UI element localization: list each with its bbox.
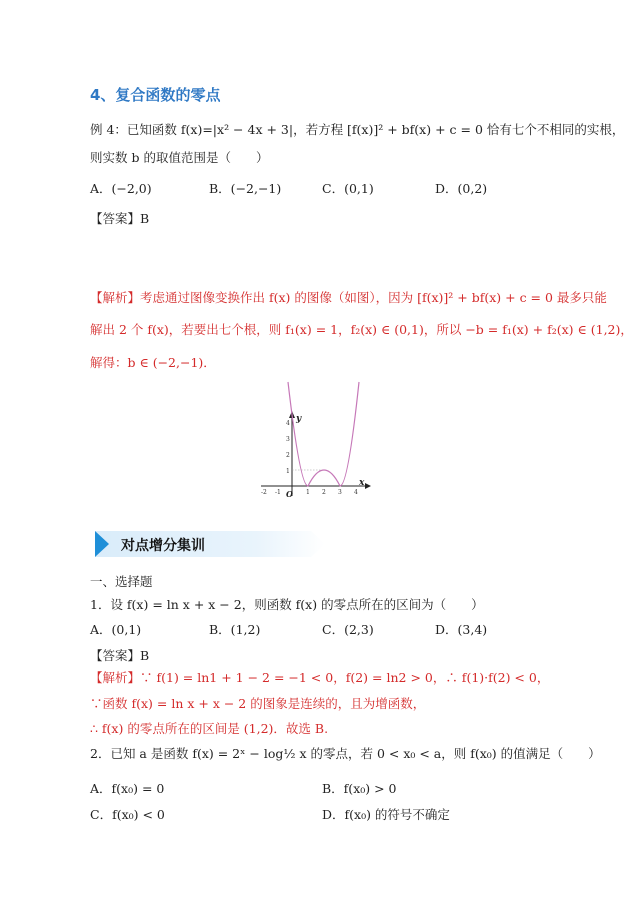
example4-analysis-line3: 解得：b ∈ (−2,−1)． — [90, 355, 216, 370]
question1-answer: 【答案】B — [90, 648, 150, 663]
example4-analysis-line1 — [90, 289, 607, 307]
x-axis-label: x — [359, 478, 365, 488]
y-axis-label: y — [296, 414, 302, 424]
y-tick-2: 2 — [286, 452, 290, 459]
y-tick-1: 1 — [286, 468, 290, 475]
question1-analysis-line1 — [90, 669, 549, 687]
banner-arrow-icon — [95, 531, 109, 557]
question2-option-a: A．f(x₀) = 0 — [90, 781, 165, 796]
question1-analysis-line3: ∴ f(x) 的零点所在的区间是 (1,2)．故选 B. — [90, 721, 329, 736]
example4-option-d: D．(0,2) — [435, 181, 488, 196]
question2-option-b: B．f(x₀) > 0 — [322, 781, 397, 796]
question-type-heading: 一、选择题 — [90, 574, 153, 589]
question2-stem: 2．已知 a 是函数 f(x) = 2ˣ − log½ x 的零点，若 0 < x₀ < a，则 f(x₀) 的值满足（ ） — [90, 746, 601, 761]
example4-answer: 【答案】B — [90, 211, 150, 226]
x-tick-1: 1 — [306, 489, 310, 496]
question1-option-c: C．(2,3) — [322, 622, 374, 637]
question1-option-d: D．(3,4) — [435, 622, 488, 637]
function-graph — [255, 378, 380, 500]
x-tick-neg1: -1 — [275, 489, 281, 496]
question1-stem: 1．设 f(x) = ln x + x − 2，则函数 f(x) 的零点所在的区间为（ ） — [90, 597, 484, 612]
graph-curve — [288, 382, 359, 486]
analysis-text: ∵ f(1) = ln1 + 1 − 2 = −1 < 0，f(2) = ln2 > 0，∴ f(1)·f(2) < 0， — [140, 670, 550, 685]
example4-option-b: B．(−2,−1) — [209, 181, 282, 196]
x-tick-4: 4 — [354, 489, 358, 496]
y-tick-3: 3 — [286, 436, 290, 443]
example4-stem-line1: 例 4：已知函数 f(x)=|x² − 4x + 3|，若方程 [f(x)]² + bf(x) + c = 0 恰有七个不相同的实根， — [90, 122, 625, 137]
x-tick-neg2: -2 — [261, 489, 267, 496]
section-banner — [95, 531, 325, 557]
banner-title: 对点增分集训 — [121, 538, 205, 554]
x-tick-3: 3 — [338, 489, 342, 496]
analysis-label: 【解析】 — [90, 670, 141, 685]
origin-label: O — [286, 489, 293, 499]
analysis-text: 考虑通过图像变换作出 f(x) 的图像（如图），因为 [f(x)]² + bf(x) + c = 0 最多只能 — [140, 290, 607, 305]
section-heading: 4、复合函数的零点 — [90, 86, 221, 104]
example4-option-a: A．(−2,0) — [90, 181, 152, 196]
question1-option-a: A．(0,1) — [90, 622, 142, 637]
question2-option-d: D．f(x₀) 的符号不确定 — [322, 807, 450, 822]
example4-option-c: C．(0,1) — [322, 181, 374, 196]
x-tick-2: 2 — [322, 489, 326, 496]
example4-stem-line2: 则实数 b 的取值范围是（ ） — [90, 150, 269, 165]
example4-analysis-line2: 解出 2 个 f(x)，若要出七个根，则 f₁(x) = 1，f₂(x) ∈ (0,1)，所以 −b = f₁(x) + f₂(x) ∈ (1,2)， — [90, 322, 633, 337]
question2-option-c: C．f(x₀) < 0 — [90, 807, 165, 822]
analysis-label: 【解析】 — [90, 290, 141, 305]
question1-analysis-line2: ∵函数 f(x) = ln x + x − 2 的图象是连续的，且为增函数， — [90, 696, 426, 711]
question1-option-b: B．(1,2) — [209, 622, 261, 637]
x-axis-arrow — [365, 483, 371, 489]
y-tick-4: 4 — [286, 420, 290, 427]
